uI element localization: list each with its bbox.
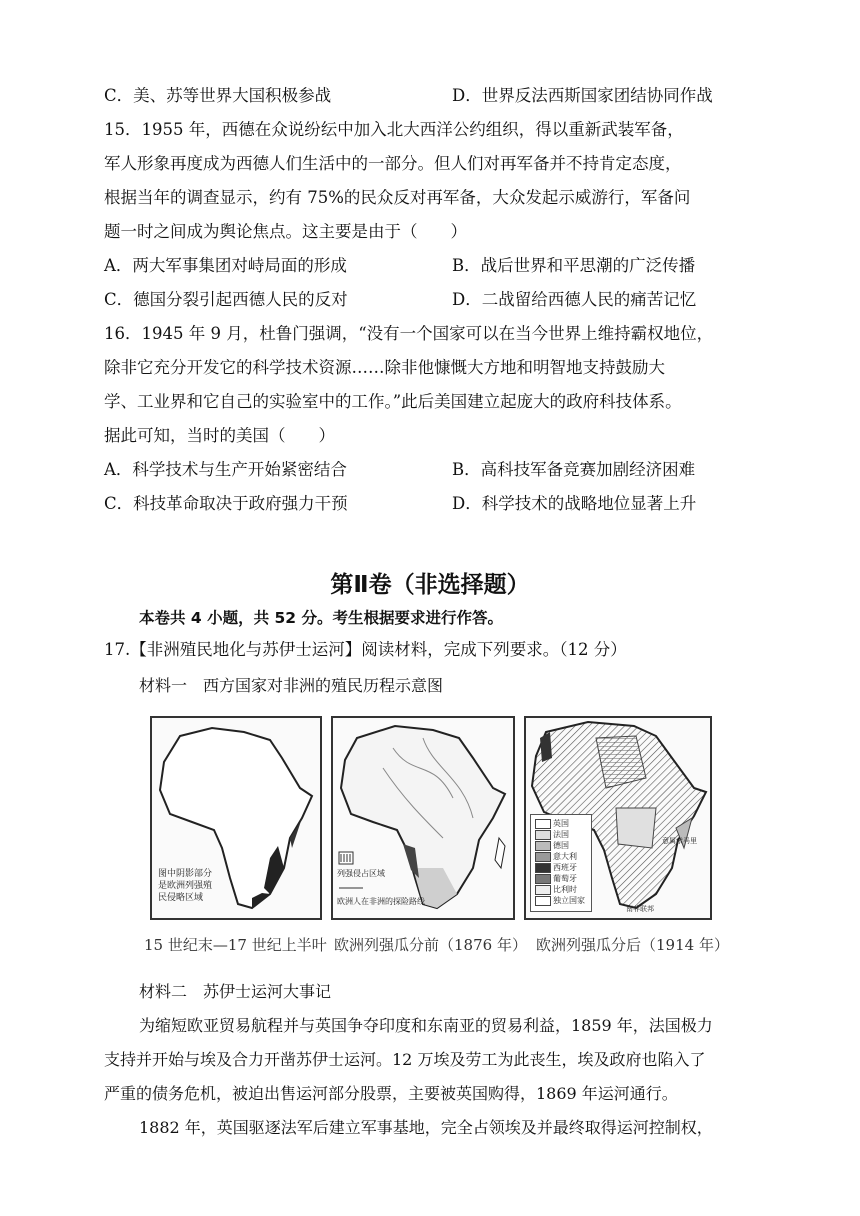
q15-option-b: B．战后世界和平思潮的广泛传播 [452, 256, 696, 275]
legend-label-belgium: 比利时 [553, 885, 577, 894]
q15-stem-line-1: 15．1955 年，西德在众说纷纭中加入北大西洋公约组织，得以重新武装军备， [104, 120, 684, 139]
legend-swatch-belgium [535, 885, 551, 895]
q15-option-c: C．德国分裂引起西德人民的反对 [104, 290, 348, 309]
map3-label-south-africa: 南非联邦 [626, 905, 654, 913]
legend-swatch-britain [535, 819, 551, 829]
legend-label-britain: 英国 [553, 819, 569, 828]
legend-label-germany: 德国 [553, 841, 569, 850]
material2-title: 材料二 苏伊士运河大事记 [139, 982, 332, 1001]
map3-caption: 欧洲列强瓜分后（1914 年） [536, 936, 729, 954]
map2-legend-routes: 欧洲人在非洲的探险路线 [337, 897, 425, 906]
q15-option-d: D．二战留给西德人民的痛苦记忆 [452, 290, 697, 309]
legend-label-portugal: 葡萄牙 [553, 874, 577, 883]
legend-label-italy: 意大利 [553, 852, 577, 861]
section-description: 本卷共 4 小题，共 52 分。考生根据要求进行作答。 [139, 609, 503, 627]
africa-map-2 [333, 718, 513, 918]
material2-line-1: 为缩短欧亚贸易航程并与英国争夺印度和东南亚的贸易利益，1859 年，法国极力 [139, 1016, 713, 1035]
q16-stem-line-1: 16．1945 年 9 月，杜鲁门强调，“没有一个国家可以在当今世界上维持霸权地位， [104, 324, 714, 343]
map2-legend-occupied: 列强侵占区域 [337, 869, 385, 878]
q16-stem-line-2: 除非它充分开发它的科学技术资源……除非他慷慨大方地和明智地支持鼓励大 [104, 358, 665, 377]
q17-stem: 17.【非洲殖民地化与苏伊士运河】阅读材料，完成下列要求。（12 分） [104, 640, 627, 659]
map1-note-line-1: 图中阴影部分 [158, 869, 213, 879]
q16-option-c: C．科技革命取决于政府强力干预 [104, 494, 348, 513]
q16-option-a: A．科学技术与生产开始紧密结合 [104, 460, 347, 479]
map3-legend [530, 814, 592, 912]
q16-option-b: B．高科技军备竞赛加剧经济困难 [452, 460, 696, 479]
q14-option-c: C．美、苏等世界大国积极参战 [104, 86, 332, 105]
map2-caption: 欧洲列强瓜分前（1876 年） [334, 936, 527, 954]
material2-line-3: 严重的债务危机，被迫出售运河部分股票，主要被英国购得，1869 年运河通行。 [104, 1084, 678, 1103]
q16-stem-line-4: 据此可知，当时的美国（ ） [104, 426, 335, 445]
legend-swatch-spain [535, 863, 551, 873]
q14-option-d: D．世界反法西斯国家团结协同作战 [452, 86, 713, 105]
legend-swatch-portugal [535, 874, 551, 884]
q16-stem-line-3: 学、工业界和它自己的实验室中的工作。”此后美国建立起庞大的政府科技体系。 [104, 392, 682, 411]
legend-swatch-germany [535, 841, 551, 851]
map1-note-line-3: 民侵略区域 [158, 893, 204, 903]
q15-option-a: A．两大军事集团对峙局面的形成 [104, 256, 347, 275]
material2-line-2: 支持并开始与埃及合力开凿苏伊士运河。12 万埃及劳工为此丧生，埃及政府也陷入了 [104, 1050, 706, 1069]
material2-line-4: 1882 年，英国驱逐法军后建立军事基地，完全占领埃及并最终取得运河控制权， [139, 1118, 713, 1137]
q15-stem-line-3: 根据当年的调查显示，约有 75%的民众反对再军备，大众发起示威游行，军备问 [104, 188, 691, 207]
legend-label-france: 法国 [553, 830, 569, 839]
section-title: 第Ⅱ卷（非选择题） [330, 572, 530, 598]
map-panel-3 [524, 716, 712, 920]
q15-stem-line-4: 题一时之间成为舆论焦点。这主要是由于（ ） [104, 222, 467, 241]
legend-label-independent: 独立国家 [553, 896, 585, 905]
legend-label-spain: 西班牙 [553, 863, 577, 872]
q16-option-d: D．科学技术的战略地位显著上升 [452, 494, 697, 513]
material1-title: 材料一 西方国家对非洲的殖民历程示意图 [139, 676, 444, 695]
map-panel-2 [331, 716, 515, 920]
q15-stem-line-2: 军人形象再度成为西德人们生活中的一部分。但人们对再军备并不持肯定态度， [104, 154, 682, 173]
legend-swatch-france [535, 830, 551, 840]
legend-swatch-independent [535, 896, 551, 906]
map1-caption: 15 世纪末—17 世纪上半叶 [144, 936, 327, 954]
legend-swatch-italy [535, 852, 551, 862]
map3-label-somaliland: 意属索马里 [662, 837, 697, 845]
map-panel-1 [150, 716, 322, 920]
map1-note-line-2: 是欧洲列强殖 [158, 881, 213, 891]
